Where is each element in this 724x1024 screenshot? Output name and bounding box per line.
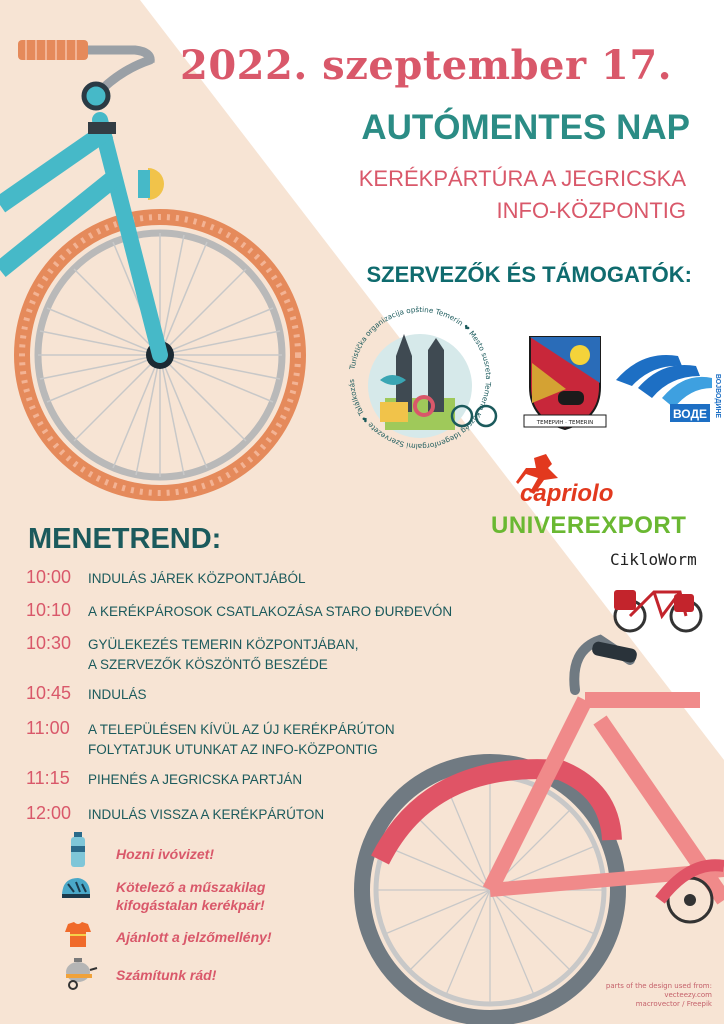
bike-light bbox=[148, 168, 164, 200]
schedule-time: 10:30 bbox=[26, 633, 72, 653]
tip-bike-condition bbox=[116, 878, 265, 914]
univerexport-logo: UNIVEREXPORT bbox=[491, 512, 687, 539]
credit-line2: vecteezy.com bbox=[664, 991, 712, 999]
vode-vojvodine-logo bbox=[612, 336, 724, 428]
schedule-time: 10:10 bbox=[26, 600, 72, 620]
event-title: AUTÓMENTES NAP bbox=[361, 108, 690, 147]
event-subtitle-line1: KERÉKPÁRTÚRA A JEGRICSKA bbox=[358, 166, 686, 191]
schedule-time: 10:00 bbox=[26, 567, 72, 587]
schedule-heading: MENETREND: bbox=[28, 523, 222, 555]
coat-of-arms-label: ТЕМЕРИН · TEMERIN bbox=[536, 420, 594, 426]
bell-icon bbox=[64, 958, 98, 990]
schedule-text: INDULÁS VISSZA A KERÉKPÁRÚTON bbox=[88, 807, 325, 822]
handlebar-grip bbox=[18, 40, 88, 60]
temerin-coat-of-arms bbox=[522, 333, 608, 433]
schedule-text-line2: A SZERVEZŐK KÖSZÖNTŐ BESZÉDE bbox=[88, 657, 328, 672]
tourism-logo-ring-text: Turistička organizacija opštine Temerin ❤ Mesto susreta Temerin Község Idegenforgalmi Szervezete ❤ Találkozás bbox=[346, 304, 494, 452]
schedule-time: 10:45 bbox=[26, 683, 72, 703]
tourism-organization-logo bbox=[340, 298, 500, 458]
organizers-heading: SZERVEZŐK ÉS TÁMOGATÓK: bbox=[366, 262, 692, 287]
schedule-time: 12:00 bbox=[26, 803, 72, 823]
tip-bike-condition-line1: Kötelező a műszakilag bbox=[116, 879, 266, 895]
vest-icon bbox=[64, 920, 92, 948]
tip-water: Hozni ivóvizet! bbox=[116, 846, 215, 862]
cikloworm-logo-text: CikloWorm bbox=[610, 550, 697, 569]
tip-count-on-you: Számítunk rád! bbox=[116, 967, 217, 983]
schedule-text: GYÜLEKEZÉS TEMERIN KÖZPONTJÁBAN, bbox=[88, 637, 359, 652]
schedule-text-line2: FOLYTATJUK UTUNKAT AZ INFO-KÖZPONTIG bbox=[88, 742, 378, 757]
schedule-text: PIHENÉS A JEGRICSKA PARTJÁN bbox=[88, 772, 303, 787]
schedule-text: INDULÁS bbox=[88, 687, 147, 702]
schedule-time: 11:15 bbox=[26, 768, 70, 788]
vode-label: ВОДЕ bbox=[672, 407, 708, 421]
helmet-icon bbox=[60, 876, 92, 902]
cikloworm-bike-image bbox=[610, 572, 706, 634]
tip-vest: Ajánlott a jelzőmellény! bbox=[116, 929, 272, 945]
schedule-text: INDULÁS JÁREK KÖZPONTJÁBÓL bbox=[88, 571, 306, 586]
credit-line3: macrovector / Freepik bbox=[635, 1000, 712, 1008]
capriolo-logo bbox=[516, 452, 694, 507]
event-subtitle-line2: INFO-KÖZPONTIG bbox=[496, 198, 686, 223]
vode-side-label: ВОЈВОДИНЕ bbox=[714, 373, 721, 419]
schedule-time: 11:00 bbox=[26, 718, 70, 738]
credit-line1: parts of the design used from: bbox=[605, 982, 712, 990]
event-date: 2022. szeptember 17. bbox=[180, 42, 673, 89]
schedule-text: A KERÉKPÁROSOK CSATLAKOZÁSA STARO ĐURĐEVÓN bbox=[88, 604, 453, 619]
water-bottle-icon bbox=[68, 832, 88, 868]
design-credit bbox=[606, 982, 712, 1009]
tip-bike-condition-line2: kifogástalan kerékpár! bbox=[116, 897, 265, 913]
capriolo-wordmark: capriolo bbox=[520, 480, 614, 507]
schedule-text: A TELEPÜLÉSEN KÍVÜL AZ ÚJ KERÉKPÁRÚTON bbox=[88, 722, 395, 737]
